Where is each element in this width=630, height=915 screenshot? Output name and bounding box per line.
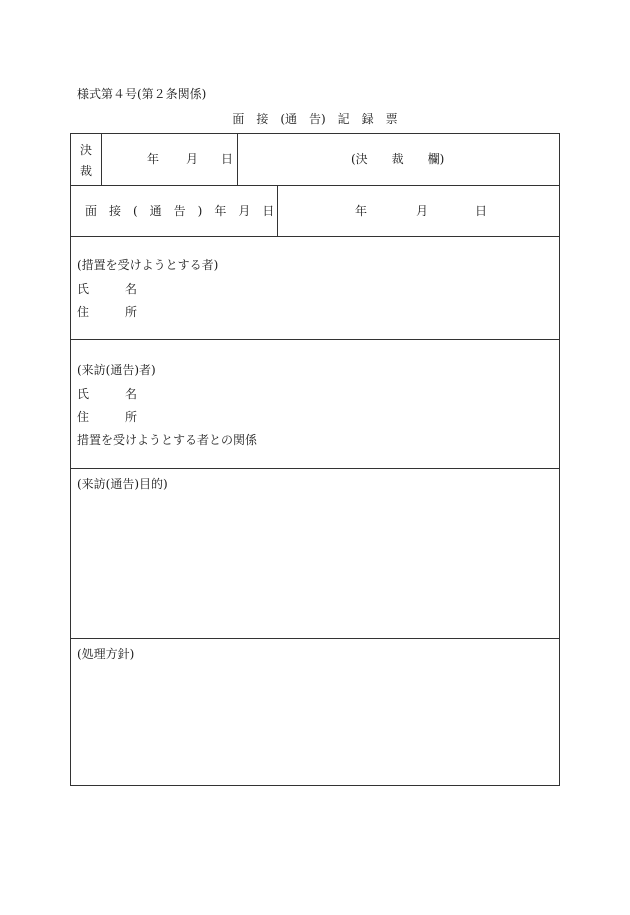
interview-date-month: 月: [416, 204, 429, 218]
form-reference: 様式第４号(第２条関係): [77, 87, 207, 101]
row-divider-2: [71, 236, 559, 237]
row-divider-3: [71, 339, 559, 340]
document-title: 面 接 (通 告) 記 録 票: [232, 112, 398, 126]
kessai-label-bottom: 裁: [80, 164, 93, 178]
visitor-address-label: 住 所: [77, 410, 138, 424]
visitor-relation-label: 措置を受けようとする者との関係: [77, 433, 258, 447]
subject-heading: (措置を受けようとする者): [77, 258, 219, 272]
row-divider-4: [71, 468, 559, 469]
purpose-heading: (来訪(通告)目的): [77, 477, 168, 491]
row-divider-1: [71, 185, 559, 186]
policy-heading: (処理方針): [77, 647, 135, 661]
interview-date-day: 日: [475, 204, 488, 218]
approval-date-year: 年: [147, 152, 160, 166]
approval-column-label: (決 裁 欄): [351, 152, 445, 166]
interview-date-divider: [277, 185, 278, 236]
row-divider-5: [71, 638, 559, 639]
visitor-name-label: 氏 名: [77, 387, 138, 401]
approval-date-month: 月: [186, 152, 199, 166]
subject-address-label: 住 所: [77, 305, 138, 319]
approval-date-day: 日: [221, 152, 234, 166]
visitor-heading: (来訪(通告)者): [77, 363, 156, 377]
approval-date-divider: [237, 134, 238, 185]
kessai-divider: [101, 134, 102, 185]
subject-name-label: 氏 名: [77, 282, 138, 296]
kessai-label-top: 決: [80, 143, 93, 157]
interview-date-label: 面 接 ( 通 告 ) 年 月 日: [85, 204, 275, 218]
record-form-table: [70, 133, 560, 786]
interview-date-year: 年: [355, 204, 368, 218]
